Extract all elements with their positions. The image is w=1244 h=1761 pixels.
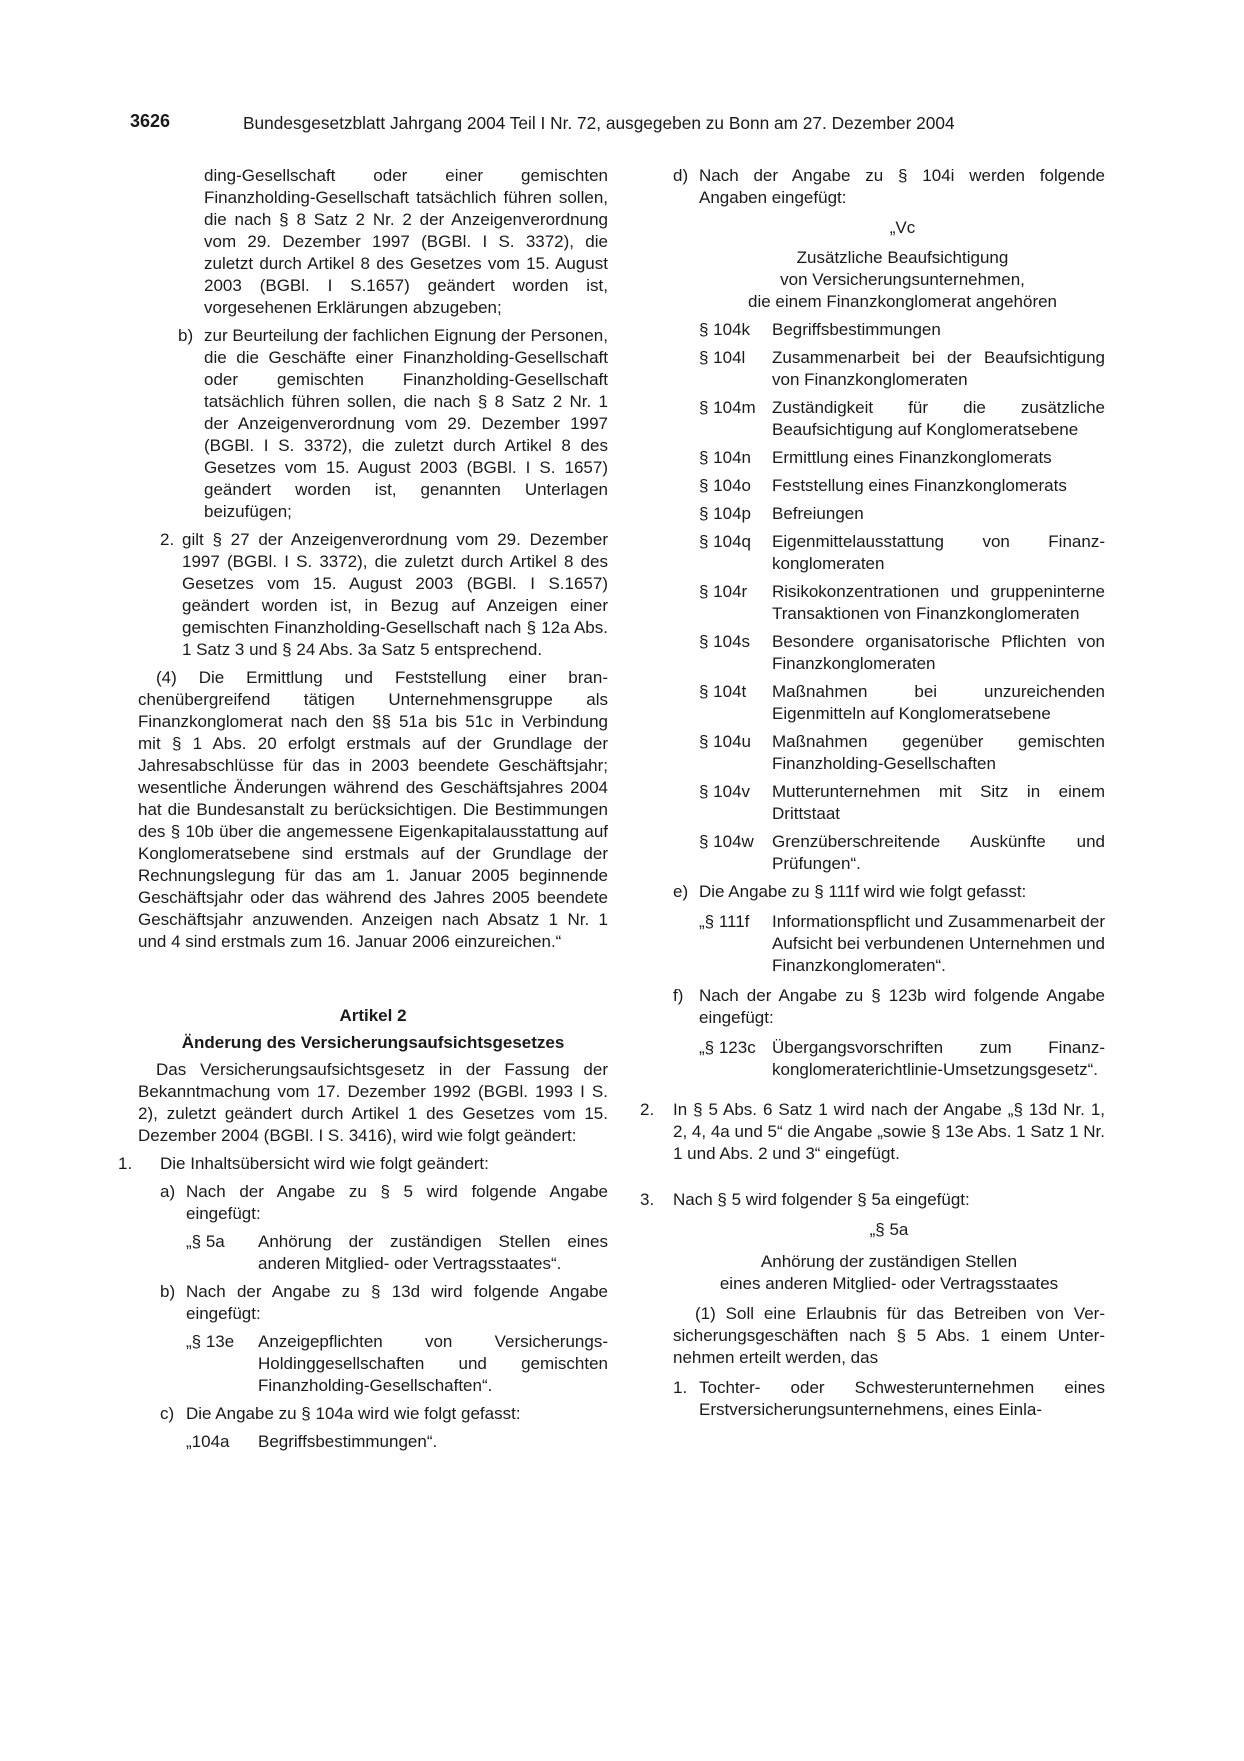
entry-desc: Anzeigepflichten von Versicherungs-Holdinggesellschaften und gemischten Finanzholding-Gesellschaften“. [258, 1332, 608, 1395]
list-item-2-right [640, 1099, 1105, 1165]
section-title-line: Anhörung der zuständigen Stellen [760, 1252, 1018, 1271]
entry-row [699, 631, 1105, 675]
list-text: Nach § 5 wird folgender § 5a eingefügt: [673, 1190, 970, 1209]
entry-code: „104a [186, 1432, 230, 1451]
entry-code: § 104u [699, 732, 751, 751]
entry-row [699, 347, 1105, 391]
entry-row [699, 319, 1105, 341]
list-text: Nach der Angabe zu § 104i werden folgende Angaben eingefügt: [699, 166, 1105, 207]
list-item-d [673, 165, 1105, 209]
list-item-f [673, 985, 1105, 1029]
entry-row [699, 781, 1105, 825]
article-intro: Das Versicherungsaufsichtsgesetz in der Fassung der Bekanntmachung vom 17. Dezember 1992 (BGBl. 1993 I S. 2), zuletzt geändert durch Artikel 1 des Gesetzes vom 15. Dezember 2004 (BGBl. I S. 3416), wird wie folgt geändert: [138, 1060, 608, 1145]
entry-code: § 104v [699, 782, 751, 801]
list-label: 3. [640, 1190, 655, 1209]
list-text: gilt § 27 der Anzeigenverordnung vom 29. Dezember 1997 (BGBl. I S. 3372), die zuletzt durch Artikel 8 des Gesetzes vom 15. August 2003 (BGBl. I S.1657) geändert worden ist, in Bezug auf Anzeigen einer gemischten Finanzholding-Gesellschaft nach § 12a Abs. 1 Satz 3 und § 24 Abs. 3a Satz 5 entsprechend. [182, 530, 608, 659]
list-text: Nach der Angabe zu § 5 wird folgende Angabe eingefügt: [186, 1182, 608, 1223]
entry-desc: Feststellung eines Finanzkonglomerats [772, 476, 1067, 495]
list-text: In § 5 Abs. 6 Satz 1 wird nach der Angabe „§ 13d Nr. 1, 2, 4, 4a und 5“ die Angabe „sowie § 13e Abs. 1 Satz 1 Nr. 1 und Abs. 2 und 3“ eingefügt. [673, 1100, 1105, 1163]
entry-code: § 104t [699, 682, 747, 701]
entry-desc: Maßnahmen gegenüber gemischten Finanzholding-Gesellschaften [772, 732, 1105, 773]
list-label: 1. [673, 1378, 688, 1397]
list-label: b) [178, 326, 194, 345]
article-heading: Artikel 2 [339, 1006, 407, 1025]
article-title: Änderung des Versicherungsaufsichtsgesetzes [181, 1033, 565, 1052]
list-text: zur Beurteilung der fachlichen Eignung der Personen, die die Geschäfte einer Finanzholding-Gesellschaft oder gemischten Finanzholding-Gesellschaft tatsächlich führen sollen, die nach § 8 Satz 2 Nr. 1 der Anzeigenverordnung vom 29. Dezember 1997 (BGBl. I S. 3372), die zuletzt durch Artikel 8 des Gesetzes vom 15. August 2003 (BGBl. I S. 1657) geändert worden ist, genannten Unterlagen beizufügen; [204, 326, 608, 521]
entry-row [699, 681, 1105, 725]
entry-row [699, 447, 1105, 469]
entry-code: § 104s [699, 632, 751, 651]
entry-row [699, 531, 1105, 575]
entry-row [699, 831, 1105, 875]
entry-code: § 104k [699, 320, 751, 339]
entry-code: § 104q [699, 532, 751, 551]
entry-desc: Eigenmittelausstattung von Finanzkonglomeraten [772, 532, 1105, 573]
list-item-1 [118, 1153, 608, 1175]
list-label: b) [160, 1282, 176, 1301]
entry-desc: Maßnahmen bei unzureichenden Eigenmitteln auf Konglomeratsebene [772, 682, 1105, 723]
entry-code: „§ 111f [699, 912, 750, 931]
list-label: e) [673, 882, 689, 901]
section-title-line: von Versicherungsunternehmen, [780, 270, 1025, 289]
list-label: 2. [640, 1100, 655, 1119]
list-item-b2 [160, 1281, 608, 1325]
list-text: Die Inhaltsübersicht wird wie folgt geändert: [160, 1154, 489, 1173]
list-label: d) [673, 166, 689, 185]
entry-desc: Anhörung der zuständigen Stellen eines anderen Mitglied- oder Vertragsstaates“. [258, 1232, 608, 1273]
section-title-line: die einem Finanzkonglomerat angehören [747, 292, 1058, 311]
list-label: 2. [160, 530, 175, 549]
continuation-paragraph: ding-Gesellschaft oder einer gemischten Finanzholding-Gesellschaft tatsächlich führen sollen, die nach § 8 Satz 2 Nr. 2 der Anzeigenverordnung vom 29. Dezember 1997 (BGBl. I S. 3372), die zuletzt durch Artikel 8 des Gesetzes vom 15. August 2003 (BGBl. I S.1657) geändert worden ist, vorgesehenen Erklärungen abzugeben; [204, 166, 608, 317]
section-title-line: eines anderen Mitglied- oder Vertragsstaates [719, 1274, 1059, 1293]
section-title-5a [673, 1251, 1105, 1295]
entry-row [699, 581, 1105, 625]
list-text: Nach der Angabe zu § 13d wird folgende Angabe eingefügt: [186, 1282, 608, 1323]
entry-code: § 104n [699, 448, 751, 467]
entry-13e [186, 1331, 608, 1397]
entry-code: § 104p [699, 504, 751, 523]
list-item-a [160, 1181, 608, 1225]
entry-5a [186, 1231, 608, 1275]
list-item-2 [160, 529, 608, 661]
entry-row [699, 475, 1105, 497]
entry-code: § 104r [699, 582, 748, 601]
entry-code: „§ 13e [186, 1332, 235, 1351]
entry-123c [699, 1037, 1105, 1081]
entry-code: § 104m [699, 398, 756, 417]
entry-desc: Mutterunternehmen mit Sitz in einem Drittstaat [772, 782, 1105, 823]
entry-desc: Begriffsbestimmungen [772, 320, 941, 339]
entry-desc: Risikokonzentrationen und gruppeninterne Transaktionen von Finanzkonglomeraten [772, 582, 1105, 623]
page-number: 3626 [130, 111, 171, 131]
list-item-c [160, 1403, 608, 1425]
list-text: Tochter- oder Schwesterunternehmen eines Erstversicherungsunternehmens, eines Einla- [699, 1378, 1105, 1419]
entry-row [699, 503, 1105, 525]
list-text: Die Angabe zu § 104a wird wie folgt gefasst: [186, 1404, 521, 1423]
entry-code: § 104l [699, 348, 746, 367]
section-5a-paragraph-1: (1) Soll eine Erlaubnis für das Betreiben von Versicherungsgeschäften nach § 5 Abs. 1 einem Unternehmen erteilt werden, das [673, 1304, 1105, 1367]
list-label: 1. [118, 1154, 133, 1173]
entry-code: „§ 5a [186, 1232, 225, 1251]
entry-desc: Begriffsbestimmungen“. [258, 1432, 438, 1451]
entry-row [699, 731, 1105, 775]
list-label: f) [673, 986, 684, 1005]
entry-desc: Zuständigkeit für die zusätzliche Beaufsichtigung auf Konglomeratsebene [772, 398, 1105, 439]
section-title-line: Zusätzliche Beaufsichtigung [796, 248, 1009, 267]
right-column [640, 165, 1105, 1421]
entry-code: § 104o [699, 476, 751, 495]
section-marker-5a: „§ 5a [869, 1220, 909, 1239]
running-head: Bundesgesetzblatt Jahrgang 2004 Teil I Nr. 72, ausgegeben zu Bonn am 27. Dezember 2004 [243, 113, 955, 133]
entry-104a [186, 1431, 608, 1453]
entry-desc: Zusammenarbeit bei der Beaufsichtigung von Finanzkonglomeraten [772, 348, 1105, 389]
section-title-vc [700, 247, 1105, 313]
entry-desc: Besondere organisatorische Pflichten von Finanzkonglomeraten [772, 632, 1105, 673]
entry-desc: Übergangsvorschriften zum Finanzkonglomeraterichtlinie-Umsetzungsgesetz“. [772, 1038, 1105, 1079]
entry-111f [699, 911, 1105, 977]
entry-desc: Informationspflicht und Zusammenarbeit der Aufsicht bei verbundenen Unternehmen und Finanzkonglomeraten“. [772, 912, 1105, 975]
list-text: Die Angabe zu § 111f wird wie folgt gefasst: [699, 882, 1027, 901]
section-marker-vc: „Vc [889, 218, 916, 237]
list-item-3-right [640, 1189, 1105, 1211]
list-label: a) [160, 1182, 176, 1201]
entry-code: § 104w [699, 832, 754, 851]
entry-code: „§ 123c [699, 1038, 756, 1057]
list-label: c) [160, 1404, 175, 1423]
entry-desc: Befreiungen [772, 504, 864, 523]
left-column [118, 165, 608, 1453]
entry-desc: Grenzüberschreitende Auskünfte und Prüfungen“. [772, 832, 1105, 873]
section-5a-item-1 [673, 1377, 1105, 1421]
list-item-e [673, 881, 1105, 903]
entry-row [699, 397, 1105, 441]
entry-list [640, 319, 1105, 875]
entry-desc: Ermittlung eines Finanzkonglomerats [772, 448, 1052, 467]
list-item-b [178, 325, 608, 523]
paragraph-4: (4) Die Ermittlung und Feststellung einer branchenübergreifend tätigen Unternehmensgruppe als Finanzkonglomerat nach den §§ 51a bis 51c in Verbindung mit § 1 Abs. 20 erfolgt erstmals auf der Grundlage der Jahresabschlüsse für das in 2003 beendete Geschäftsjahr; wesentliche Änderungen während des Geschäftsjahres 2004 hat die Bundesanstalt zu berücksichtigen. Die Bestimmungen des § 10b über die angemessene Eigenkapitalausstattung auf Konglomeratsebene sind erstmals auf der Grundlage der Rechnungslegung für das am 1. Januar 2005 beginnende Geschäftsjahr oder das während des Jahres 2005 beendete Geschäftsjahr anzuwenden. Anzeigen nach Absatz 1 Nr. 1 und 4 sind erstmals zum 16. Januar 2006 einzureichen.“ [138, 668, 608, 951]
list-text: Nach der Angabe zu § 123b wird folgende Angabe eingefügt: [699, 986, 1105, 1027]
